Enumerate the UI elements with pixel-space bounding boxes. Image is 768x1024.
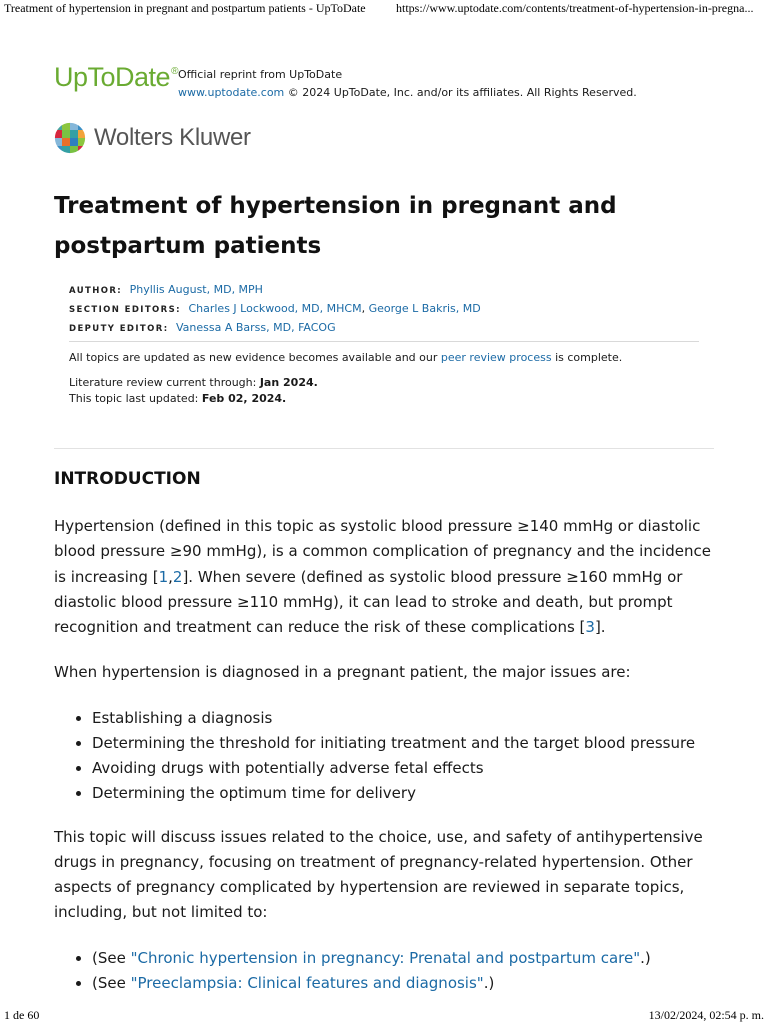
update-note-end: is complete. bbox=[551, 351, 623, 364]
update-note bbox=[69, 349, 622, 367]
wolters-kluwer-name: Wolters Kluwer bbox=[94, 124, 251, 151]
uptodate-logo[interactable] bbox=[54, 62, 178, 93]
wolters-kluwer-globe-icon bbox=[54, 122, 86, 154]
section-editor-separator: , bbox=[361, 302, 369, 315]
print-datetime: 13/02/2024, 02:54 p. m. bbox=[648, 1008, 764, 1022]
topic-link-chronic-hypertension[interactable]: "Chronic hypertension in pregnancy: Prenatal and postpartum care" bbox=[130, 948, 641, 967]
literature-review-line bbox=[69, 375, 318, 391]
print-header bbox=[0, 0, 768, 18]
wolters-kluwer-logo[interactable] bbox=[54, 122, 314, 156]
introduction-heading: INTRODUCTION bbox=[54, 469, 201, 489]
deputy-editor-row bbox=[69, 319, 699, 338]
reference-separator: , bbox=[168, 567, 173, 586]
related-topics-list bbox=[54, 946, 714, 996]
reprint-line: Official reprint from UpToDate bbox=[178, 68, 343, 81]
see-suffix: .) bbox=[640, 948, 651, 967]
list-item bbox=[92, 946, 714, 971]
major-issues-list bbox=[54, 706, 714, 807]
section-editor-link-bakris[interactable]: George L Bakris, MD bbox=[368, 302, 481, 315]
list-item: • Avoiding drugs with potentially adverse fetal effects bbox=[92, 756, 714, 781]
list-item: • Establishing a diagnosis bbox=[92, 706, 714, 731]
literature-review-label: Literature review current through: bbox=[69, 376, 260, 389]
paragraph-text: Hypertension (defined in this topic as systolic blood pressure ≥140 mmHg or diastolic blood pressure ≥90 mmHg), is a common complication of pregnancy and the incidence is increasing [ bbox=[54, 517, 711, 586]
section-editors-label: SECTION EDITORS: bbox=[69, 305, 181, 315]
brand-row bbox=[54, 62, 714, 98]
reprint-notice bbox=[178, 66, 637, 102]
uptodate-site-link[interactable]: www.uptodate.com bbox=[178, 86, 285, 99]
last-updated-label: This topic last updated: bbox=[69, 392, 202, 405]
article-title: Treatment of hypertension in pregnant and postpartum patients bbox=[54, 193, 617, 259]
see-prefix: (See bbox=[92, 973, 131, 992]
registered-mark: ® bbox=[171, 66, 178, 77]
paragraph-text: ]. bbox=[594, 618, 606, 637]
introduction-section bbox=[54, 466, 714, 1014]
author-row bbox=[69, 281, 699, 300]
list-item: • Determining the threshold for initiating treatment and the target blood pressure bbox=[92, 731, 714, 756]
section-editor-link-lockwood[interactable]: Charles J Lockwood, MD, MHCM bbox=[188, 302, 362, 315]
print-page-url: https://www.uptodate.com/contents/treatment-of-hypertension-in-pregna... bbox=[396, 1, 754, 15]
copyright-line bbox=[178, 84, 637, 102]
introduction-paragraph-1 bbox=[54, 514, 714, 640]
metadata-divider bbox=[69, 341, 699, 342]
see-prefix: (See bbox=[92, 948, 131, 967]
reference-link-2[interactable]: 2 bbox=[172, 567, 183, 586]
author-link[interactable]: Phyllis August, MD, MPH bbox=[129, 283, 263, 296]
article-metadata bbox=[69, 281, 699, 338]
literature-review-date: Jan 2024. bbox=[259, 376, 318, 389]
update-note-text: All topics are updated as new evidence becomes available and our bbox=[69, 351, 441, 364]
peer-review-link[interactable]: peer review process bbox=[440, 351, 552, 364]
see-suffix: .) bbox=[483, 973, 495, 992]
list-item bbox=[92, 971, 714, 996]
print-footer bbox=[0, 1006, 768, 1024]
uptodate-logo-text: UpToDate bbox=[54, 62, 171, 92]
section-divider bbox=[54, 448, 714, 449]
copyright-text: © 2024 UpToDate, Inc. and/or its affiliates. All Rights Reserved. bbox=[287, 86, 637, 99]
last-updated-line bbox=[69, 391, 318, 407]
list-item: • Determining the optimum time for delivery bbox=[92, 781, 714, 806]
author-label: AUTHOR: bbox=[69, 286, 123, 296]
page-counter: 1 de 60 bbox=[4, 1008, 40, 1022]
section-editors-row bbox=[69, 300, 699, 319]
introduction-paragraph-3: This topic will discuss issues related to the choice, use, and safety of antihypertensive drugs in pregnancy, focusing on treatment of pregnancy-related hypertension. Other aspects of pregnancy complicated by hypertension are reviewed in separate topics, including, but not limited to: bbox=[54, 827, 703, 922]
last-updated-date: Feb 02, 2024. bbox=[201, 392, 287, 405]
deputy-editor-link[interactable]: Vanessa A Barss, MD, FACOG bbox=[176, 321, 336, 334]
paragraph-text: ]. When severe (defined as systolic blood pressure ≥160 mmHg or diastolic blood pressure ≥110 mmHg), it can lead to stroke and death, but prompt recognition and treatment can reduce the risk of these complications [ bbox=[54, 567, 683, 637]
introduction-paragraph-2: When hypertension is diagnosed in a pregnant patient, the major issues are: bbox=[54, 663, 631, 682]
print-page-title: Treatment of hypertension in pregnant and postpartum patients - UpToDate bbox=[4, 1, 366, 15]
deputy-editor-label: DEPUTY EDITOR: bbox=[69, 324, 169, 334]
reference-link-1[interactable]: 1 bbox=[158, 567, 169, 586]
reference-link-3[interactable]: 3 bbox=[585, 618, 595, 637]
review-dates bbox=[69, 375, 318, 407]
topic-link-preeclampsia[interactable]: "Preeclampsia: Clinical features and diagnosis" bbox=[130, 973, 484, 992]
